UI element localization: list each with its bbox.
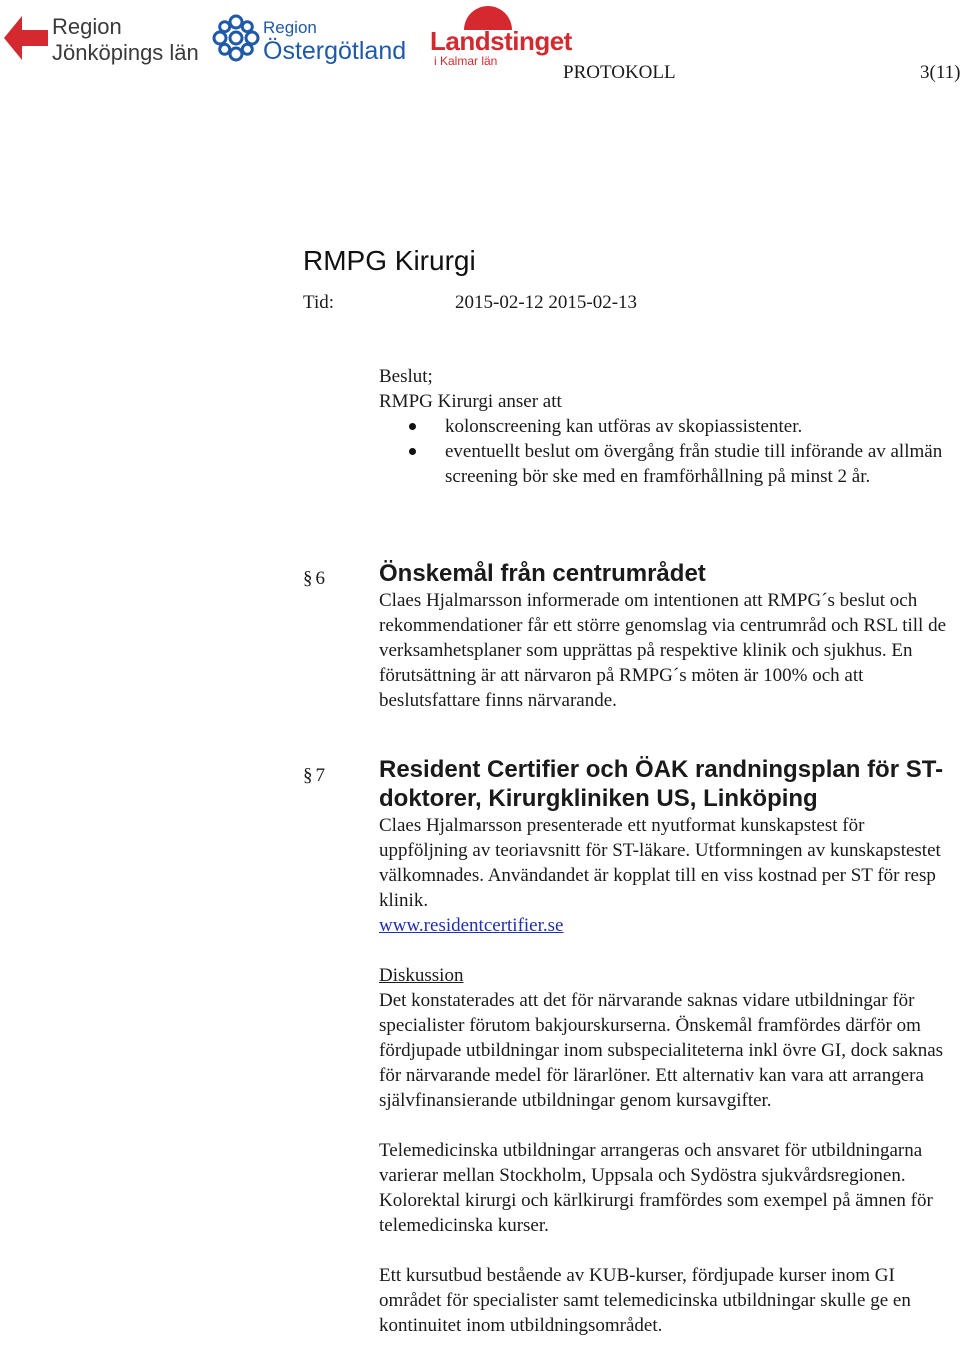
logo-region-ostergotland-line1: Region [263,18,317,37]
section-7-number [303,763,325,788]
page-title: RMPG Kirurgi [303,245,476,276]
page-number: 3(11) [920,62,960,83]
logo-region-jonkoping-line2: Jönköpings län [52,40,199,65]
logo-region-jonkoping-line1: Region [52,14,122,39]
diskussion-paragraph-2: Telemedicinska utbildningar arrangeras och ansvaret för utbildningarna varierar mellan Stockholm, Uppsala och Sydöstra sjukvårdsregionen. Kolorektal kirurgi och kärlkirurgi framfördes som exempel på ämnen för telemedicinska kurser. [379,1140,933,1236]
tid-label: Tid: [303,292,334,313]
section-7-title: Resident Certifier och ÖAK randningsplan för ST-doktorer, Kirurgkliniken US, Linköping [379,756,944,812]
diskussion-paragraph-3: Ett kursutbud bestående av KUB-kurser, fördjupade kurser inom GI området för specialister samt telemedicinska utbildningar skulle ge en kontinuitet inom utbildningsområdet. [379,1265,911,1336]
section-6-symbol: § [303,568,313,589]
section-6-body: Claes Hjalmarsson informerade om intentionen att RMPG´s beslut och rekommendationer får ett större genomslag via centrumråd och RSL till de verksamhetsplaner som upprättas på respektive klinik och sjukhus. En förutsättning är att närvaron på RMPG´s möten är 100% och att beslutsfattare finns närvarande. [379,590,947,711]
section-6 [379,559,954,713]
tid-value: 2015-02-12 2015-02-13 [455,292,638,313]
bullet-icon [409,423,416,430]
list-item [379,414,954,439]
logo-landstinget-line2: i Kalmar län [434,54,498,68]
beslut-intro: RMPG Kirurgi anser att [379,391,562,412]
snowflake-emblem-icon [211,13,261,63]
beslut-list [379,414,954,489]
section-7-num: 7 [315,765,325,786]
list-item-text: kolonscreening kan utföras av skopiassistenter. [445,416,803,437]
section-7-symbol: § [303,765,313,786]
section-7-body: Claes Hjalmarsson presenterade ett nyutformat kunskapstest för uppföljning av teoriavsnitt för ST-läkare. Utformningen av kunskapstestet välkomnades. Användandet är kopplat till en viss kostnad per ST för resp klinik. [379,815,941,911]
diskussion-paragraph-1: Det konstaterades att det för närvarande saknas vidare utbildningar för specialister förutom bakjourskurserna. Önskemål framfördes därför om fördjupade utbildningar inom subspecialiteterna inkl övre GI, dock saknas för närvarande medel för lärarlöner. Ett alternativ kan vara att arrangera självfinansierande utbildningar genom kursavgifter. [379,990,944,1111]
diskussion-heading: Diskussion [379,965,464,986]
section-6-title: Önskemål från centrumrådet [379,560,706,587]
section-6-number [303,566,325,591]
list-item [379,439,954,489]
section-6-num: 6 [315,568,325,589]
beslut-block [379,364,954,489]
list-item-text: eventuellt beslut om övergång från studie till införande av allmän screening bör ske med en framförhållning på minst 2 år. [445,441,943,487]
section-7 [379,755,954,1338]
residentcertifier-link[interactable]: www.residentcertifier.se [379,915,564,936]
beslut-heading: Beslut; [379,366,433,387]
logo-landstinget-line1: Landstinget [430,26,572,56]
region-jonkoping-emblem [4,16,48,60]
logo-region-ostergotland-line2: Östergötland [263,37,407,65]
bullet-icon [409,448,416,455]
document-type: PROTOKOLL [563,62,676,83]
